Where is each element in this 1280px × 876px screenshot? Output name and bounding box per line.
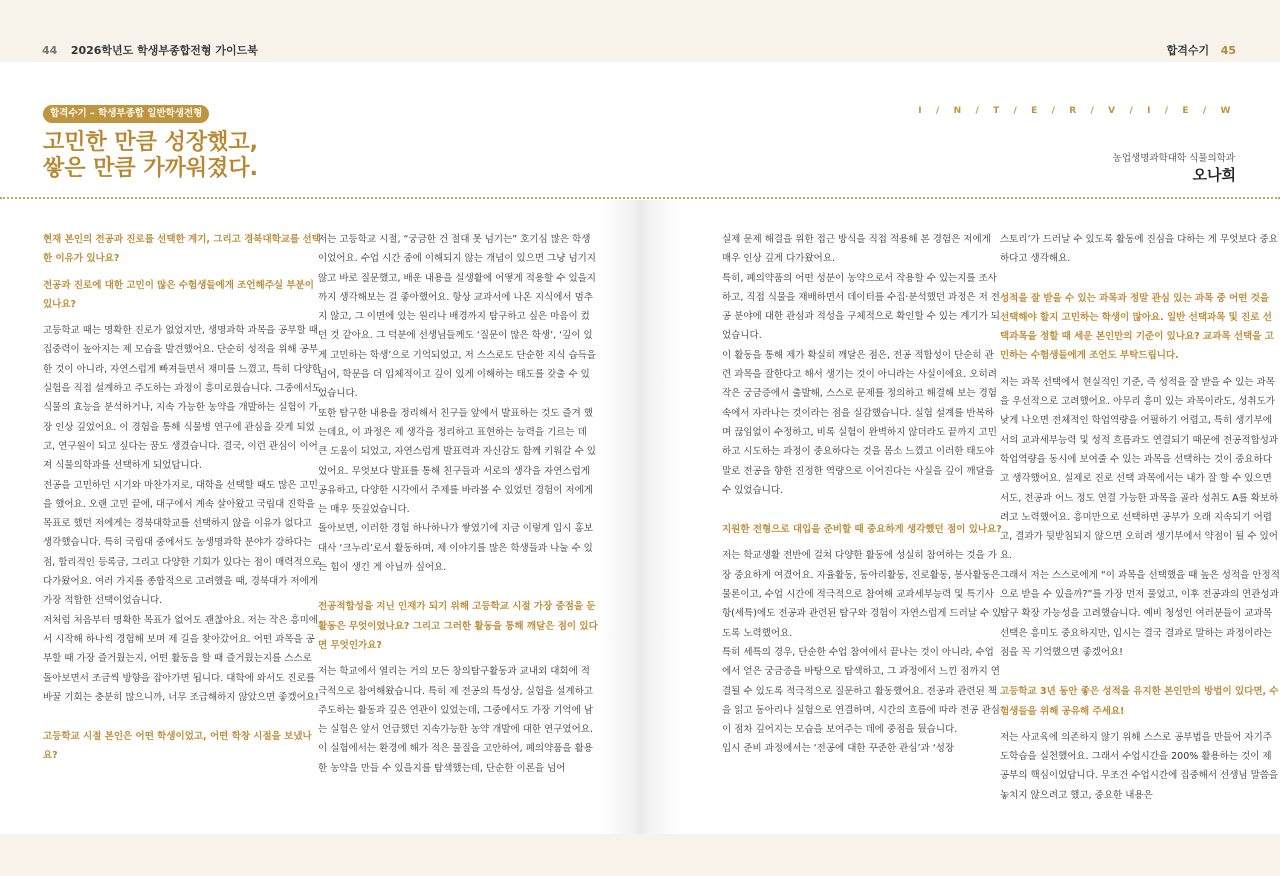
right-section-title: 합격수기: [1166, 44, 1210, 57]
left-page-title: 2026학년도 학생부종합전형 가이드북: [70, 44, 258, 57]
question: 지원한 전형으로 대입을 준비할 때 중요하게 생각했던 점이 있나요?: [722, 524, 1002, 536]
answer-paragraph: 입시 준비 과정에서는 ‘전공에 대한 꾸준한 관심’과 ‘성장: [722, 743, 955, 755]
answer-paragraph: 스토리’가 드러날 수 있도록 활동에 진심을 다하는 게 무엇보다 중요하다고 생각해요.: [1000, 234, 1278, 265]
question: 성적을 잘 받을 수 있는 과목과 정말 관심 있는 과목 중 어떤 것을 선택해야 할지 고민하는 학생이 많아요. 일반 선택과목 및 진로 선택과목을 정할 때 세운 본인만의 기준이 있나요? 교과목 선택을 고민하는 수험생들에게 조언도 부탁드립니다.: [1000, 292, 1274, 362]
column-1: [43, 230, 323, 773]
column-3: [722, 230, 1002, 759]
question: 전공적합성을 지닌 인재가 되기 위해 고등학교 시절 가장 중점을 둔 활동은 무엇이었나요? 그리고 그러한 활동을 통해 깨달은 점이 있다면 무엇인가요?: [318, 601, 598, 651]
answer-paragraph: 특히, 폐의약품의 어떤 성분이 농약으로서 작용할 수 있는지를 조사하고, 직접 식물을 재배하면서 데이터를 수집·분석했던 과정은 저 전공 분야에 대한 관심과 적성을 구체적으로 확인할 수 있는 계기가 되었습니다.: [722, 272, 1000, 342]
question: 고등학교 3년 동안 좋은 성적을 유지한 본인만의 방법이 있다면, 수험생들을 위해 공유해 주세요!: [1000, 686, 1279, 717]
answer-paragraph: 이 실험에서는 환경에 해가 적은 물질을 고안하여, 폐의약품을 활용한 농약을 만들 수 있을지를 탐색했는데, 단순한 이론을 넘어: [318, 743, 593, 774]
question: 현재 본인의 전공과 진로를 선택한 계기, 그리고 경북대학교를 선택한 이유가 있나요?: [43, 234, 321, 265]
answer-paragraph: 저는 사교육에 의존하지 않기 위해 스스로 공부법을 만들어 자기주도학습을 실천했어요. 그래서 수업시간을 200% 활용하는 것이 제 공부의 핵심이었답니다. 무조건 수업시간에 집중해서 선생님 말씀을 놓치지 않으려고 했고, 중요한 내용은: [1000, 731, 1279, 801]
answer-paragraph: 저는 학교생활 전반에 걸쳐 다양한 활동에 성실히 참여하는 것을 가장 중요하게 여겼어요. 자율활동, 동아리활동, 진로활동, 봉사활동은 물론이고, 수업 시간에 적극적으로 참여해 교과세부능력 및 특기사항(세특)에도 전공과 관련된 탐구와 경험이 자연스럽게 드러날 수 있도록 노력했어요.: [722, 550, 1002, 639]
title-line-1: 고민한 만큼 성장했고,: [43, 130, 258, 155]
answer-paragraph: 이 활동을 통해 제가 확실히 깨달은 점은, 전공 적합성이 단순히 관련 과목을 잘한다고 해서 생기는 것이 아니라는 사실이에요. 오히려 작은 궁금증에서 출발해, 스스로 문제를 정의하고 해결해 보는 경험 속에서 자라나는 것이라는 점을 실감했습니다. 실험 설계를 반복하며 끊임없이 수정하고, 비록 실험이 완벽하지 않더라도 끝까지 고민하고 시도하는 과정이 중요하다는 것을 몸소 느꼈고 이러한 태도야말로 전공을 향한 진정한 역량으로 이어진다는 사실을 깊이 깨달을 수 있었습니다.: [722, 349, 997, 496]
answer-paragraph: 전공을 고민하던 시기와 마찬가지로, 대학을 선택할 때도 많은 고민을 했어요. 오랜 고민 끝에, 대구에서 계속 살아왔고 국립대 진학을 목표로 했던 저에게는 경북대학교를 선택하지 않을 이유가 없다고 생각했습니다. 특히 국립대 중에서도 농생명과학 분야가 강하다는 점, 합리적인 등록금, 그리고 다양한 기회가 있다는 점이 매력적으로 다가왔어요. 여러 가지를 종합적으로 고려했을 때, 경북대가 저에게 가장 적합한 선택이었습니다.: [43, 479, 321, 607]
left-page-header: [42, 42, 258, 58]
left-page-number: 44: [42, 44, 58, 57]
answer-paragraph: 그래서 저는 스스로에게 “이 과목을 선택했을 때 높은 성적을 안정적으로 받을 수 있을까?”를 가장 먼저 물었고, 이후 전공과의 연관성과 탐구 확장 가능성을 고려했습니다. 예비 청성인 여러분들이 교과목 선택은 흥미도 중요하지만, 입시는 결국 결과로 말하는 과정이라는 점을 꼭 기억했으면 좋겠어요!: [1000, 569, 1280, 658]
right-page-header: [1167, 42, 1236, 58]
bottom-band: [0, 834, 1280, 876]
dotted-divider: [0, 197, 1280, 199]
column-2: [318, 230, 598, 778]
answer-paragraph: 저는 고등학교 시절, “궁금한 건 절대 못 넘기는” 호기심 많은 학생이었어요. 수업 시간 중에 이해되지 않는 개념이 있으면 그냥 넘기지 않고 바로 질문했고, 배운 내용을 실생활에 어떻게 적용할 수 있을지까지 생각해보는 걸 좋아했어요. 항상 교과서에 나온 지식에서 멈추지 않고, 그 이면에 있는 원리나 배경까지 탐구하고 싶은 마음이 컸던 것 같아요. 그 덕분에 선생님들께도 ‘질문이 많은 학생’, ‘깊이 있게 고민하는 학생’으로 기억되었고, 저 스스로도 단순한 지식 습득을 넘어, 학문을 더 입체적이고 깊이 있게 이해하는 태도를 갖출 수 있었습니다.: [318, 234, 596, 400]
answer-paragraph: 또한 탐구한 내용을 정리해서 친구들 앞에서 발표하는 것도 즐겨 했는데요, 이 과정은 제 생각을 정리하고 표현하는 능력을 기르는 데 큰 도움이 되었고, 자연스럽게 발표력과 자신감도 함께 키워갈 수 있었어요. 무엇보다 발표를 통해 친구들과 서로의 생각을 자연스럽게 공유하고, 다양한 시각에서 주제를 바라볼 수 있었던 경험이 저에게는 매우 뜻깊었습니다.: [318, 407, 596, 516]
title-line-2: 쌓은 만큼 가까워졌다.: [43, 156, 258, 181]
article-title: [43, 130, 563, 182]
question: 전공과 진로에 대한 고민이 많은 수험생들에게 조언해주실 부분이 있나요?: [43, 279, 314, 310]
answer-paragraph: 고등학교 때는 명확한 진로가 없었지만, 생명과학 과목을 공부할 때 집중력이 높아지는 제 모습을 발견했어요. 단순히 성적을 위해 공부한 것이 아니라, 자연스럽게 빠져들면서 재미를 느꼈고, 특히 다양한 실험을 직접 설계하고 주도하는 과정이 흥미로웠습니다. 그중에서도 식물의 효능을 분석하거나, 지속 가능한 농약을 개발하는 실험이 가장 인상 깊었어요. 이 경험을 통해 식물병 연구에 관심을 갖게 되었고, 연구원이 되고 싶다는 꿈도 생겼습니다. 결국, 이런 관심이 이어져 식물의학과를 선택하게 되었답니다.: [43, 325, 322, 472]
answer-paragraph: 저처럼 처음부터 명확한 목표가 없어도 괜찮아요. 저는 작은 흥미에서 시작해 하나씩 경험해 보며 제 길을 찾아갔어요. 어떤 과목을 공부할 때 가장 즐거웠는지, 어떤 활동을 할 때 즐거웠는지를 스스로 돌아보면서 조금씩 방향을 잡아가면 됩니다. 대학에 와서도 진로를 바꿀 기회는 충분히 많으니까, 너무 조급해하지 않았으면 좋겠어요!: [43, 614, 319, 703]
column-4: [1000, 230, 1280, 805]
answer-paragraph: 특히 세특의 경우, 단순한 수업 참여에서 끝나는 것이 아니라, 수업에서 얻은 궁금증을 바탕으로 탐색하고, 그 과정에서 느낀 점까지 연결될 수 있도록 적극적으로 질문하고 활동했어요. 전공과 관련된 책을 읽고 동아리나 실험으로 연결하며, 시간의 흐름에 따라 전공 관심이 점차 깊어지는 모습을 보여주는 데에 중점을 뒀습니다.: [722, 646, 1000, 736]
interviewee-department: 농업생명과학대학 식물의학과: [1112, 153, 1235, 164]
category-tag: 합격수기 – 학생부종합 일반학생전형: [43, 105, 209, 123]
answer-paragraph: 저는 학교에서 열리는 거의 모든 창의탐구활동과 교내외 대회에 적극적으로 참여해왔습니다. 특히 제 전공의 특성상, 실험을 설계하고 주도하는 활동과 깊은 연관이 있었는데, 그중에서도 가장 기억에 남는 실험은 앞서 언급했던 지속가능한 농약 개발에 대한 연구였어요.: [318, 666, 593, 736]
right-page-number: 45: [1220, 44, 1236, 57]
answer-paragraph: 돌아보면, 이러한 경험 하나하나가 쌓였기에 지금 이렇게 입시 홍보대사 ‘크누리’로서 활동하며, 제 이야기를 많은 학생들과 나눌 수 있는 힘이 생긴 게 아닐까 싶어요.: [318, 523, 593, 574]
interview-label: I / N / T / E / R / V / I / E / W: [918, 106, 1236, 116]
interviewee-name: 오나희: [1192, 166, 1236, 184]
question: 고등학교 시절 본인은 어떤 학생이었고, 어떤 학창 시절을 보냈나요?: [43, 731, 312, 762]
answer-paragraph: 저는 과목 선택에서 현실적인 기준, 즉 성적을 잘 받을 수 있는 과목을 우선적으로 고려했어요. 아무리 흥미 있는 과목이라도, 성취도가 낮게 나오면 전체적인 학업역량을 어필하기 어렵고, 특히 생기부에서의 교과세부능력 및 성적 흐름과도 연결되기 때문에 전공적합성과 학업역량을 동시에 보여줄 수 있는 과목을 선택하는 것이 중요하다고 생각했어요. 실제로 진로 선택 과목에서는 내가 잘 할 수 있으면서도, 전공과 어느 정도 연결 가능한 과목을 골라 성취도 A를 확보하려고 노력했어요. 흥미만으로 선택하면 공부가 오래 지속되기 어렵고, 결과가 뒷받침되지 않으면 오히려 생기부에서 약점이 될 수 있어요.: [1000, 376, 1279, 562]
answer-paragraph: 실제 문제 해결을 위한 접근 방식을 직접 적용해 본 경험은 저에게 매우 인상 깊게 다가왔어요.: [722, 234, 991, 265]
page-gutter: [597, 200, 683, 840]
